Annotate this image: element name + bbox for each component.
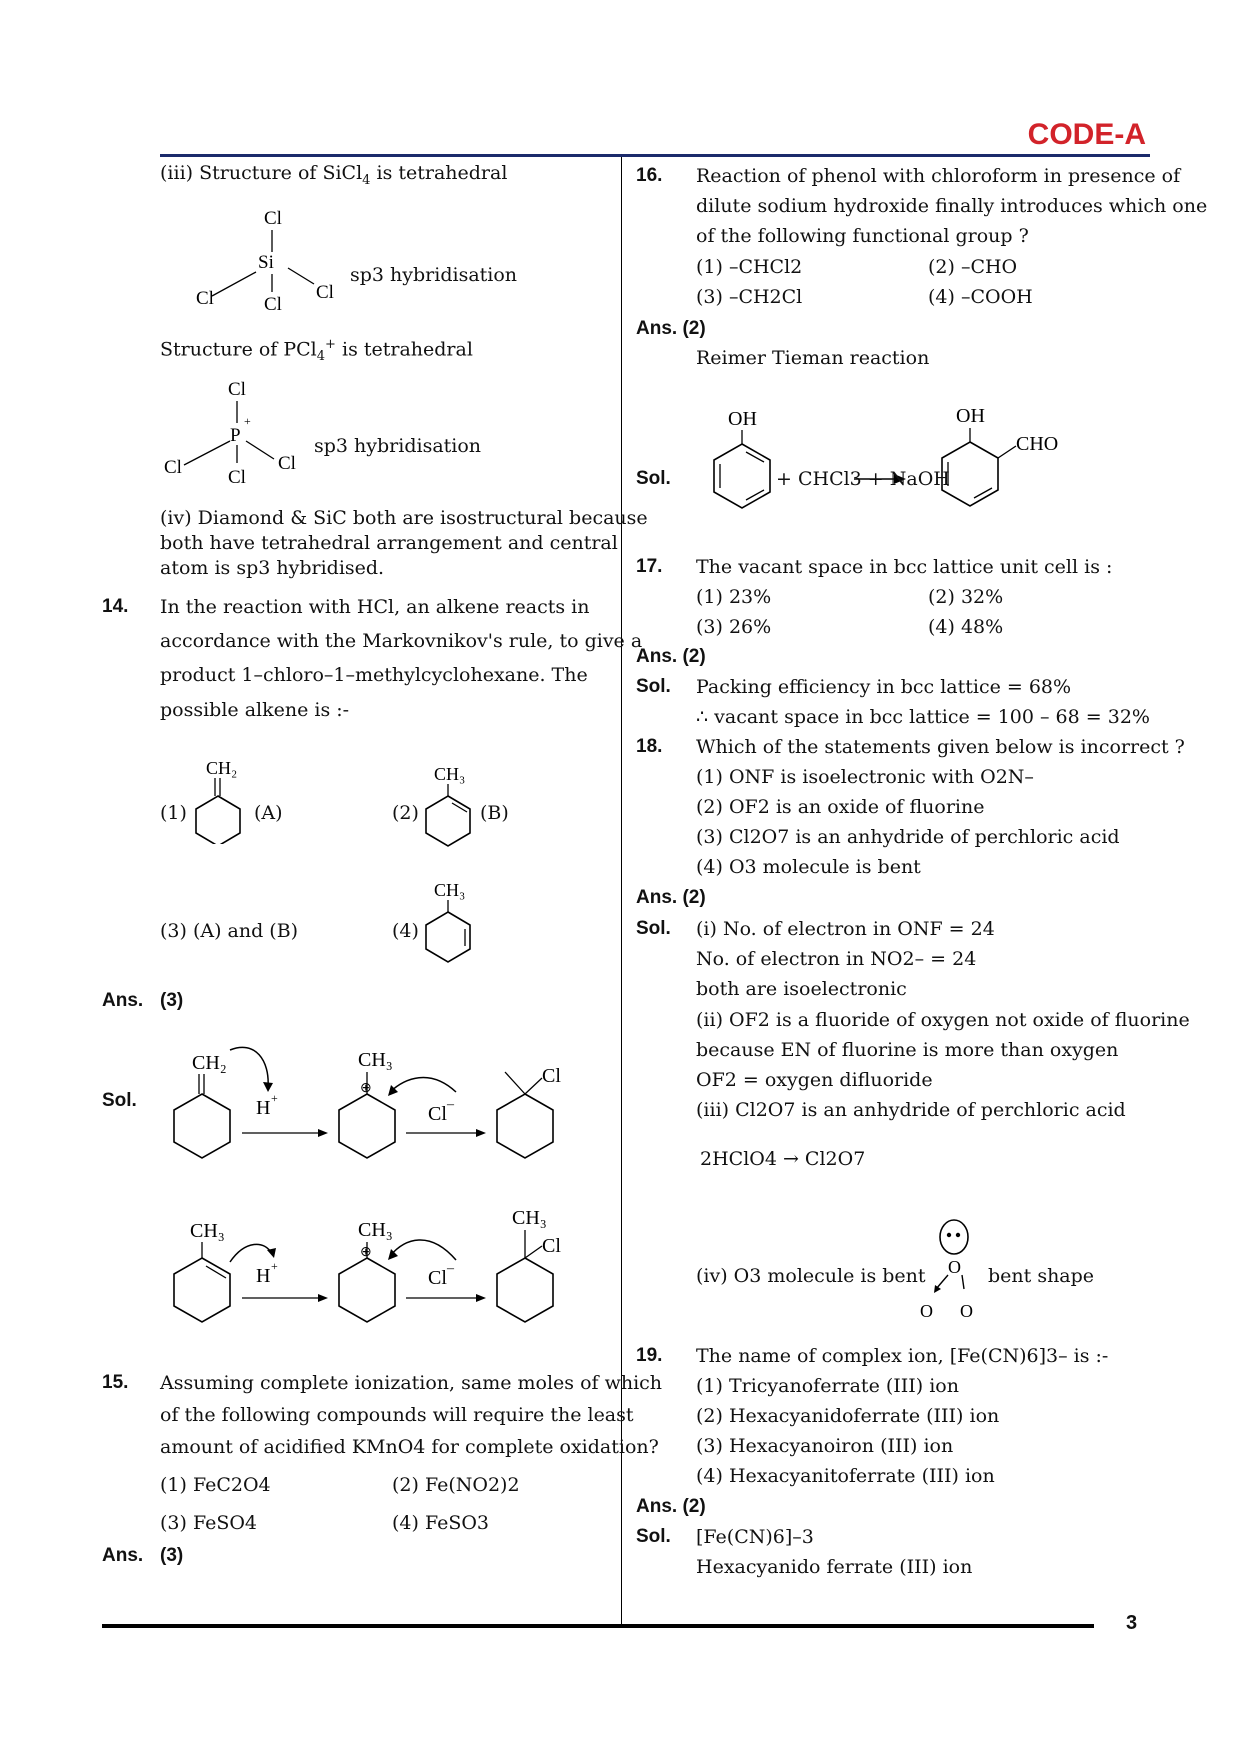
q19-option-1: (1) Tricyanoferrate (III) ion — [696, 1375, 959, 1397]
q14-option-a: (A) — [254, 802, 283, 824]
code-label: CODE-A — [1027, 118, 1146, 151]
q15-option-2: (2) Fe(NO2)2 — [392, 1474, 520, 1496]
q16-line-1: Reaction of phenol with chloroform in presence of — [696, 165, 1181, 187]
mechanism-row-2 — [160, 1200, 580, 1340]
q15-answer: (3) — [160, 1545, 184, 1566]
iv-line-2: both have tetrahedral arrangement and central — [160, 532, 618, 554]
q19-option-4: (4) Hexacyanitoferrate (III) ion — [696, 1465, 995, 1487]
q17-question: The vacant space in bcc lattice unit cell is : — [696, 556, 1113, 578]
q18-equation: 2HClO4 → Cl2O7 — [700, 1148, 866, 1170]
svg-text:Cl: Cl — [428, 1267, 447, 1289]
q15-option-1: (1) FeC2O4 — [160, 1474, 271, 1496]
q19-solution-2: Hexacyanido ferrate (III) ion — [696, 1556, 973, 1578]
svg-text:CH₂: CH₂ — [192, 1052, 227, 1074]
svg-text:O: O — [948, 1257, 961, 1277]
svg-text:CH₃: CH₃ — [512, 1207, 547, 1229]
svg-text:O: O — [920, 1301, 933, 1321]
sicl4-hybridisation: sp3 hybridisation — [350, 264, 518, 286]
svg-text:Cl: Cl — [228, 467, 246, 488]
q17-option-1: (1) 23% — [696, 586, 772, 608]
svg-text:OH: OH — [956, 405, 985, 427]
sicl4-title: (iii) Structure of SiCl$_4$ is tetrahedral — [160, 162, 508, 188]
q16-option-4: (4) –COOH — [928, 286, 1033, 308]
q18-solution-2: No. of electron in NO2– = 24 — [696, 948, 977, 970]
svg-text:Si: Si — [258, 252, 274, 273]
mechanism-row-1 — [160, 1030, 580, 1165]
svg-text:CH₃: CH₃ — [190, 1220, 225, 1242]
q17-option-3: (3) 26% — [696, 616, 772, 638]
pcl4-hybridisation: sp3 hybridisation — [314, 435, 482, 457]
svg-text:+: + — [244, 414, 251, 428]
svg-text:CH₃: CH₃ — [358, 1049, 393, 1071]
svg-text:H: H — [256, 1265, 271, 1287]
q14-line-1: In the reaction with HCl, an alkene reacts in — [160, 596, 590, 618]
q15-option-3: (3) FeSO4 — [160, 1512, 258, 1534]
reimer-tiemann-scheme — [700, 400, 1150, 520]
q14-option-4: (4) — [392, 920, 419, 942]
svg-text:H: H — [256, 1097, 271, 1119]
q17-option-2: (2) 32% — [928, 586, 1004, 608]
q19-option-2: (2) Hexacyanidoferrate (III) ion — [696, 1405, 1000, 1427]
svg-text:–: – — [447, 1261, 454, 1276]
q17-answer: Ans. (2) — [636, 646, 706, 667]
q18-solution-1: (i) No. of electron in ONF = 24 — [696, 918, 995, 940]
q14-option-2: (2) — [392, 802, 419, 824]
q18-option-2: (2) OF2 is an oxide of fluorine — [696, 796, 985, 818]
pcl4-title: Structure of PCl$_4$+ is tetrahedral — [160, 337, 473, 365]
q16-reagents: + CHCl3 + NaOH — [776, 468, 950, 490]
svg-text:Cl: Cl — [228, 379, 246, 400]
svg-text:Cl: Cl — [542, 1235, 561, 1257]
footer-rule — [102, 1624, 1094, 1628]
q14-answer: (3) — [160, 990, 184, 1011]
svg-text:Cl: Cl — [196, 288, 214, 309]
svg-text:Cl: Cl — [316, 282, 334, 303]
q18-solution-5: because EN of fluorine is more than oxygen — [696, 1039, 1119, 1061]
svg-text:CH₃: CH₃ — [434, 764, 466, 784]
q18-option-1: (1) ONF is isoelectronic with O2N– — [696, 766, 1034, 788]
q16-answer: Ans. (2) — [636, 318, 706, 339]
iv-line-1: (iv) Diamond & SiC both are isostructural because — [160, 507, 648, 529]
1-methylcyclohexene — [418, 758, 488, 850]
pcl4-structure — [160, 375, 320, 490]
q16-solution-text: Reimer Tieman reaction — [696, 347, 930, 369]
q16-number: 16. — [636, 165, 663, 186]
svg-text:CHO: CHO — [1016, 433, 1059, 455]
svg-text:+: + — [271, 1259, 278, 1273]
q19-solution-1: [Fe(CN)6]–3 — [696, 1526, 814, 1548]
q19-option-3: (3) Hexacyanoiron (III) ion — [696, 1435, 954, 1457]
header-rule — [160, 154, 1150, 157]
q15-option-4: (4) FeSO3 — [392, 1512, 490, 1534]
q14-option-1: (1) — [160, 802, 187, 824]
q16-option-1: (1) –CHCl2 — [696, 256, 803, 278]
iv-line-3: atom is sp3 hybridised. — [160, 557, 385, 579]
q15-line-3: amount of acidified KMnO4 for complete oxidation? — [160, 1436, 659, 1458]
svg-text:CH₃: CH₃ — [358, 1219, 393, 1241]
svg-text:CH₂: CH₂ — [206, 758, 238, 778]
svg-text:O: O — [960, 1301, 973, 1321]
q18-solution-6: OF2 = oxygen difluoride — [696, 1069, 933, 1091]
q16-line-2: dilute sodium hydroxide finally introduces which one — [696, 195, 1208, 217]
ozone-structure — [908, 1215, 978, 1325]
page-number: 3 — [1126, 1612, 1138, 1634]
q18-solution-4: (ii) OF2 is a fluoride of oxygen not oxide of fluorine — [696, 1009, 1190, 1031]
svg-text:+: + — [271, 1091, 278, 1105]
q14-line-4: possible alkene is :- — [160, 699, 350, 721]
q18-solution-7: (iii) Cl2O7 is an anhydride of perchloric acid — [696, 1099, 1126, 1121]
q18-option-4: (4) O3 molecule is bent — [696, 856, 921, 878]
q19-answer: Ans. (2) — [636, 1496, 706, 1517]
q15-answer-label: Ans. — [102, 1545, 144, 1566]
q18-solution-label: Sol. — [636, 918, 671, 939]
svg-text:Cl: Cl — [264, 208, 282, 229]
q16-line-3: of the following functional group ? — [696, 225, 1029, 247]
q18-question: Which of the statements given below is incorrect ? — [696, 736, 1185, 758]
svg-text:Cl: Cl — [428, 1103, 447, 1125]
q17-number: 17. — [636, 556, 663, 577]
q14-number: 14. — [102, 596, 129, 617]
q15-line-1: Assuming complete ionization, same moles of which — [160, 1372, 663, 1394]
q16-option-3: (3) –CH2Cl — [696, 286, 803, 308]
q18-answer: Ans. (2) — [636, 887, 706, 908]
q15-line-2: of the following compounds will require the least — [160, 1404, 634, 1426]
svg-text:OH: OH — [728, 408, 757, 430]
svg-text:⊕: ⊕ — [360, 1081, 372, 1096]
svg-text:Cl: Cl — [542, 1065, 561, 1087]
q16-option-2: (2) –CHO — [928, 256, 1018, 278]
q18-solution-8: (iv) O3 molecule is bent — [696, 1265, 926, 1287]
svg-text:P: P — [230, 425, 241, 446]
q14-option-b: (B) — [480, 802, 509, 824]
q18-number: 18. — [636, 736, 663, 757]
q16-solution-label: Sol. — [636, 468, 671, 489]
q14-answer-label: Ans. — [102, 990, 144, 1011]
3-methylcyclohexene — [418, 874, 488, 966]
svg-text:–: – — [447, 1097, 454, 1112]
svg-text:Cl: Cl — [164, 457, 182, 478]
q18-solution-3: both are isoelectronic — [696, 978, 907, 1000]
svg-text:CH₃: CH₃ — [434, 880, 466, 900]
q19-solution-label: Sol. — [636, 1526, 671, 1547]
q14-solution-label: Sol. — [102, 1090, 137, 1111]
q17-option-4: (4) 48% — [928, 616, 1004, 638]
svg-text:Cl: Cl — [264, 294, 282, 315]
q14-option-3: (3) (A) and (B) — [160, 920, 299, 942]
sicl4-structure — [190, 200, 520, 320]
q14-line-3: product 1–chloro–1–methylcyclohexane. The — [160, 664, 588, 686]
q15-number: 15. — [102, 1372, 129, 1393]
q17-solution-1: Packing efficiency in bcc lattice = 68% — [696, 676, 1072, 698]
q19-number: 19. — [636, 1345, 663, 1366]
svg-text:Cl: Cl — [278, 453, 296, 474]
q18-bent-shape: bent shape — [988, 1265, 1095, 1287]
q19-question: The name of complex ion, [Fe(CN)6]3– is :- — [696, 1345, 1109, 1367]
q18-option-3: (3) Cl2O7 is an anhydride of perchloric acid — [696, 826, 1120, 848]
methylenecyclohexane — [188, 752, 258, 844]
q17-solution-label: Sol. — [636, 676, 671, 697]
q17-solution-2: ∴ vacant space in bcc lattice = 100 – 68 = 32% — [696, 706, 1150, 728]
svg-text:⊕: ⊕ — [360, 1245, 372, 1260]
q14-line-2: accordance with the Markovnikov's rule, to give a — [160, 630, 643, 652]
